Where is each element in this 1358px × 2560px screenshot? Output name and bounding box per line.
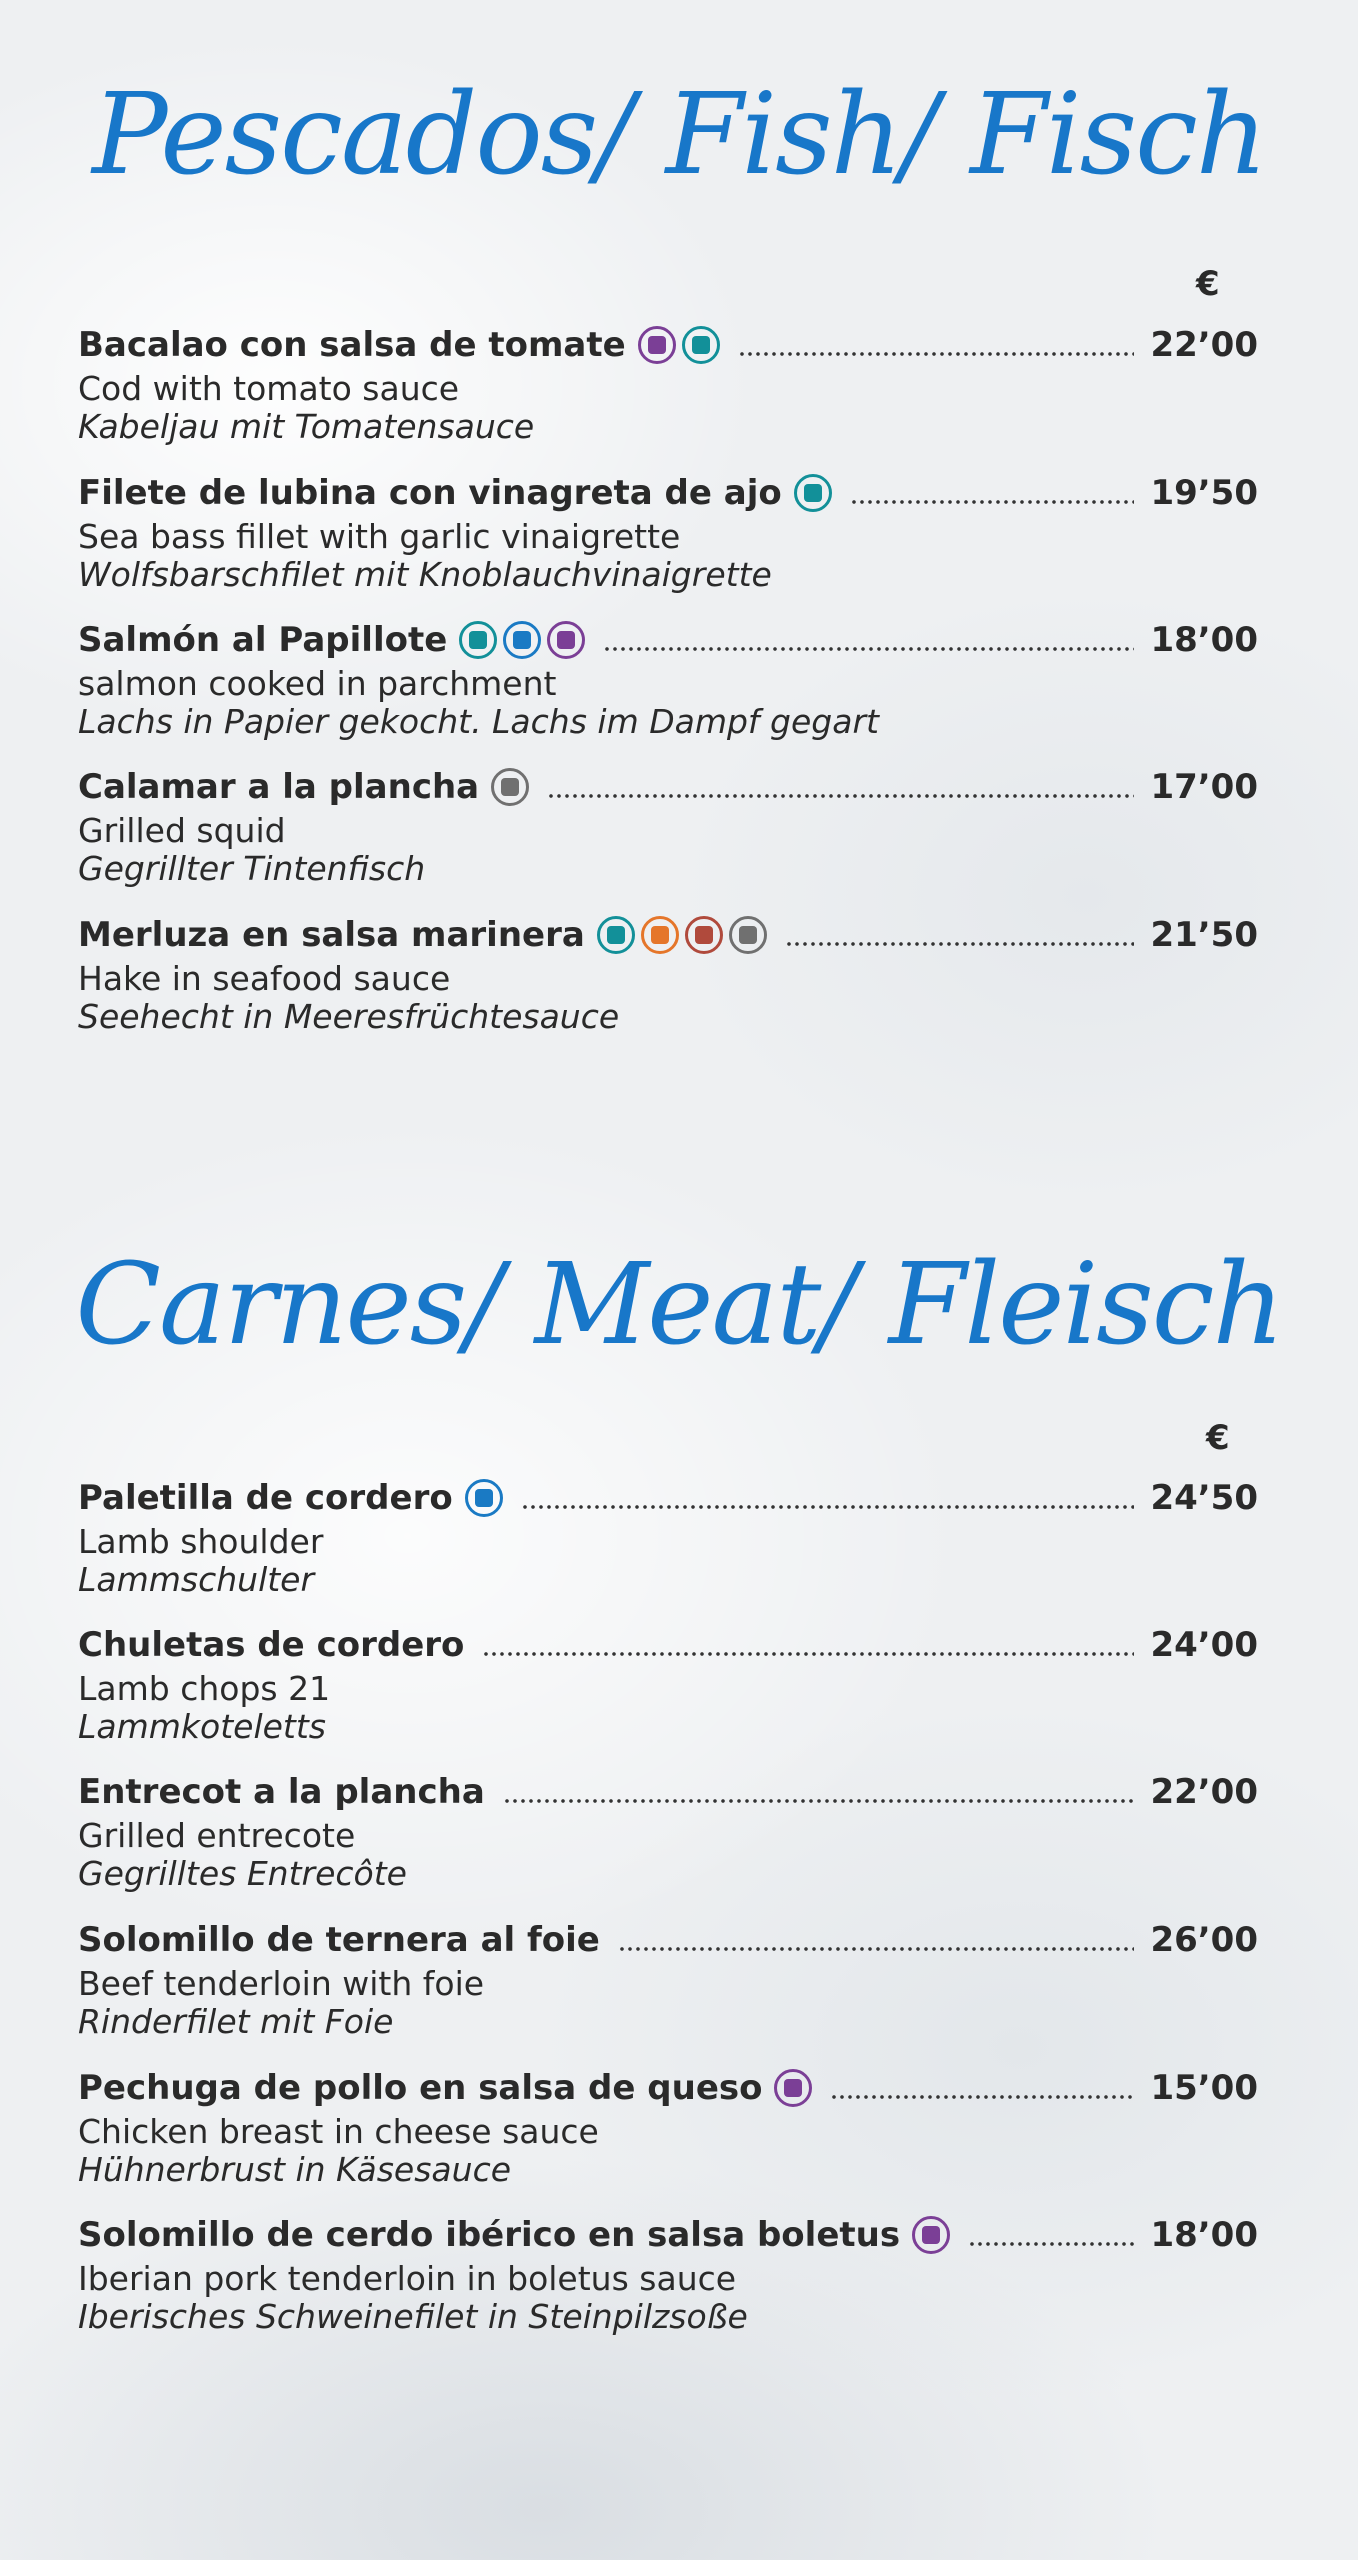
item-price: 18’00 <box>1150 2215 1258 2255</box>
menu-item <box>78 2063 1258 2189</box>
item-name-english: Hake in seafood sauce <box>78 959 451 998</box>
item-name-german: Wolfsbarschfilet mit Knoblauchvinaigrette <box>78 555 772 594</box>
dot-leader <box>521 1503 1134 1511</box>
currency-label: € <box>1196 264 1220 304</box>
item-name: Solomillo de cerdo ibérico en salsa boletus <box>78 2215 901 2255</box>
item-name: Chuletas de cordero <box>78 1625 465 1665</box>
fish-allergen-icon <box>597 916 635 954</box>
item-name-english: salmon cooked in parchment <box>78 664 557 703</box>
menu-item <box>78 615 1258 741</box>
item-name: Entrecot a la plancha <box>78 1772 485 1812</box>
menu-item <box>78 762 1258 888</box>
dot-leader <box>618 1945 1134 1953</box>
item-price: 19’50 <box>1150 473 1258 513</box>
menu-item <box>78 1915 1258 2041</box>
item-name-german: Lachs in Papier gekocht. Lachs im Dampf gegart <box>78 702 879 741</box>
allergen-icons <box>794 474 832 512</box>
allergen-icons <box>491 768 529 806</box>
item-name-english: Grilled squid <box>78 811 286 850</box>
gluten-allergen-icon <box>503 621 541 659</box>
item-name-english: Sea bass fillet with garlic vinaigrette <box>78 517 681 556</box>
item-name-german: Seehecht in Meeresfrüchtesauce <box>78 997 620 1036</box>
milk-allergen-icon <box>774 2069 812 2107</box>
item-name-english: Lamb chops 21 <box>78 1669 331 1708</box>
crustacean-allergen-icon <box>641 916 679 954</box>
item-name-german: Lammschulter <box>78 1560 315 1599</box>
dot-leader <box>547 792 1134 800</box>
item-price: 24’50 <box>1150 1478 1258 1518</box>
item-name-german: Gegrillter Tintenfisch <box>78 849 426 888</box>
item-name: Salmón al Papillote <box>78 620 448 660</box>
fish-allergen-icon <box>682 326 720 364</box>
item-price: 26’00 <box>1150 1920 1258 1960</box>
menu-item <box>78 1767 1258 1893</box>
item-price: 22’00 <box>1150 325 1258 365</box>
item-price: 17’00 <box>1150 767 1258 807</box>
menu-item <box>78 910 1258 1036</box>
dot-leader <box>503 1797 1134 1805</box>
item-name-german: Kabeljau mit Tomatensauce <box>78 407 535 446</box>
menu-item <box>78 1620 1258 1746</box>
item-name: Bacalao con salsa de tomate <box>78 325 626 365</box>
sulphite-allergen-icon <box>685 916 723 954</box>
mollusc-allergen-icon <box>729 916 767 954</box>
menu-item <box>78 468 1258 594</box>
item-name: Pechuga de pollo en salsa de queso <box>78 2068 763 2108</box>
gluten-allergen-icon <box>465 1479 503 1517</box>
allergen-icons <box>459 621 585 659</box>
item-name-english: Grilled entrecote <box>78 1816 356 1855</box>
allergen-icons <box>465 1479 503 1517</box>
dot-leader <box>785 940 1134 948</box>
item-name-english: Lamb shoulder <box>78 1522 324 1561</box>
menu-item <box>78 320 1258 446</box>
item-name-english: Beef tenderloin with foie <box>78 1964 485 2003</box>
item-name: Paletilla de cordero <box>78 1478 453 1518</box>
item-name-german: Rinderfilet mit Foie <box>78 2002 394 2041</box>
item-name-german: Gegrilltes Entrecôte <box>78 1854 407 1893</box>
mollusc-allergen-icon <box>491 768 529 806</box>
item-price: 21’50 <box>1150 915 1258 955</box>
item-name: Calamar a la plancha <box>78 767 480 807</box>
section-title-meat: Carnes/ Meat/ Fleisch <box>75 1240 1283 1370</box>
milk-allergen-icon <box>547 621 585 659</box>
allergen-icons <box>638 326 720 364</box>
item-name-german: Lammkoteletts <box>78 1707 326 1746</box>
item-name-english: Cod with tomato sauce <box>78 369 460 408</box>
item-name-english: Chicken breast in cheese sauce <box>78 2112 599 2151</box>
item-price: 22’00 <box>1150 1772 1258 1812</box>
currency-label: € <box>1206 1418 1230 1458</box>
item-name: Filete de lubina con vinagreta de ajo <box>78 473 782 513</box>
item-price: 24’00 <box>1150 1625 1258 1665</box>
menu-item <box>78 1473 1258 1599</box>
item-name: Merluza en salsa marinera <box>78 915 585 955</box>
allergen-icons <box>912 2216 950 2254</box>
dot-leader <box>968 2240 1134 2248</box>
dot-leader <box>830 2093 1134 2101</box>
fish-allergen-icon <box>794 474 832 512</box>
allergen-icons <box>774 2069 812 2107</box>
allergen-icons <box>597 916 767 954</box>
milk-allergen-icon <box>912 2216 950 2254</box>
dot-leader <box>850 498 1134 506</box>
section-title-fish: Pescados/ Fish/ Fisch <box>92 70 1266 200</box>
fish-allergen-icon <box>459 621 497 659</box>
item-name: Solomillo de ternera al foie <box>78 1920 600 1960</box>
item-price: 15’00 <box>1150 2068 1258 2108</box>
milk-allergen-icon <box>638 326 676 364</box>
dot-leader <box>738 350 1134 358</box>
dot-leader <box>482 1650 1134 1658</box>
item-name-german: Iberisches Schweinefilet in Steinpilzsoße <box>78 2297 748 2336</box>
item-name-german: Hühnerbrust in Käsesauce <box>78 2150 512 2189</box>
menu-item <box>78 2210 1258 2336</box>
item-name-english: Iberian pork tenderloin in boletus sauce <box>78 2259 737 2298</box>
dot-leader <box>603 645 1134 653</box>
item-price: 18’00 <box>1150 620 1258 660</box>
